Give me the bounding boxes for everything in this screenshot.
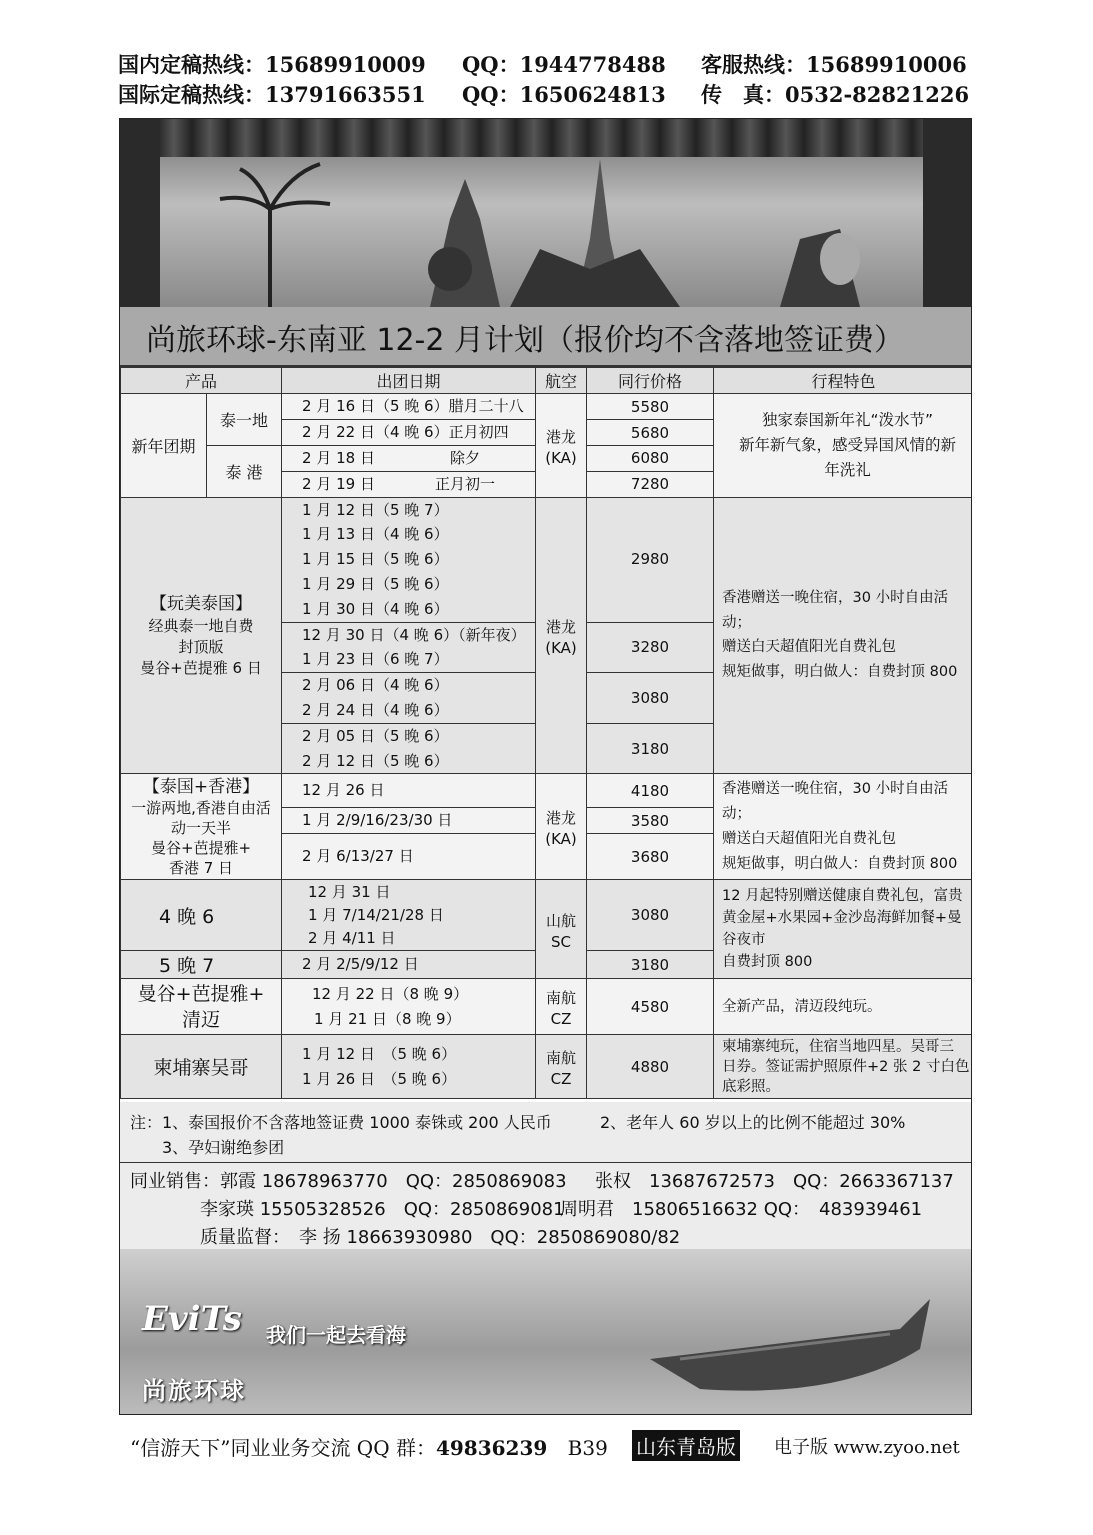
note-1: 注：1、泰国报价不含落地签证费 1000 泰铢或 200 人民币 (130, 1113, 552, 1132)
page-title: 尚旅环球-东南亚 12-2 月计划（报价均不含落地签证费） (146, 323, 904, 358)
note-3: 3、孕妇谢绝参团 (162, 1138, 285, 1157)
domestic-hotline: 国内定稿热线：15689910009 (118, 52, 426, 77)
airline-cell: 南航 CZ (536, 1035, 587, 1099)
table-row (121, 1035, 973, 1099)
sub-product: 泰 港 (207, 446, 282, 498)
footer-line (130, 1432, 608, 1461)
date-cell: 2 月 22 日（4 晚 6）正月初四 (282, 420, 536, 446)
price-cell: 3680 (587, 834, 714, 880)
price-cell: 5580 (587, 394, 714, 420)
date-cell: 2 月 2/5/9/12 日 (282, 951, 536, 979)
edition-badge: 山东青岛版 (632, 1430, 740, 1461)
airline-cell: 港龙 (KA) (536, 497, 587, 774)
price-cell: 4880 (587, 1035, 714, 1099)
longtail-boat-illustration (640, 1289, 940, 1409)
price-cell: 3180 (587, 723, 714, 774)
company-logo (134, 1289, 264, 1409)
hotline-row-intl (118, 80, 978, 110)
product-cell: 【玩美泰国】 经典泰一地自费 封顶版 曼谷+芭提雅 6 日 (121, 497, 282, 774)
date-cell: 1 月 2/9/16/23/30 日 (282, 808, 536, 834)
logo-mark: EviTs (142, 1299, 242, 1339)
itinerary-table (120, 367, 972, 1099)
price-cell: 4580 (587, 979, 714, 1035)
col-airline: 航空 (536, 368, 587, 394)
feature-cell: 全新产品，清迈段纯玩。 (714, 979, 972, 1035)
slogan: 我们一起去看海 (266, 1323, 406, 1347)
sales-contact-3: 李家瑛 15505328526 QQ：2850869081 (200, 1199, 565, 1220)
qq-group: 49836239 (435, 1436, 548, 1460)
contacts (120, 1163, 972, 1249)
fax: 传 真：0532-82821226 (701, 82, 970, 107)
table-header (121, 368, 973, 394)
sea-banner-image (120, 1249, 972, 1415)
airline-cell: 港龙 (KA) (536, 774, 587, 880)
sales-contact-2: 张权 13687672573 QQ：2663367137 (595, 1171, 954, 1192)
table-row (121, 497, 973, 622)
date-cell: 12 月 30 日（4 晚 6）（新年夜） 1 月 23 日（6 晚 7） (282, 622, 536, 673)
price-cell: 3280 (587, 622, 714, 673)
page-number: B39 (567, 1436, 608, 1460)
date-cell: 2 月 16 日（5 晚 6）腊月二十八 (282, 394, 536, 420)
price-cell: 3580 (587, 808, 714, 834)
date-cell: 2 月 05 日（5 晚 6） 2 月 12 日（5 晚 6） (282, 723, 536, 774)
service-hotline: 客服热线：15689910006 (701, 52, 967, 77)
sales-contact-1: 同业销售：郭霞 18678963770 QQ：2850869083 (130, 1171, 567, 1192)
price-cell: 6080 (587, 446, 714, 472)
price-cell: 3080 (587, 673, 714, 724)
col-feature: 行程特色 (714, 368, 972, 394)
sales-contact-4: 周明君 15806516632 QQ： 483939461 (560, 1199, 923, 1220)
intl-qq: QQ：1650624813 (462, 82, 666, 107)
date-cell: 1 月 12 日 （5 晚 6） 1 月 26 日 （5 晚 6） (282, 1035, 536, 1099)
temple-illustration (120, 119, 972, 307)
date-cell: 2 月 18 日 除夕 (282, 446, 536, 472)
feature-cell: 柬埔寨纯玩，住宿当地四星。吴哥三 日券。签证需护照原件+2 张 2 寸白色 底彩照。 (714, 1035, 972, 1099)
price-cell: 3080 (587, 880, 714, 951)
title-bar (120, 307, 972, 367)
price-cell: 2980 (587, 497, 714, 622)
date-cell: 2 月 06 日（4 晚 6） 2 月 24 日（4 晚 6） (282, 673, 536, 724)
product-cell: 曼谷+芭提雅+ 清迈 (121, 979, 282, 1035)
price-cell: 7280 (587, 471, 714, 497)
price-cell: 3180 (587, 951, 714, 979)
table-row (121, 394, 973, 420)
feature-cell: 香港赠送一晚住宿，30 小时自由活 动； 赠送白天超值阳光自费礼包 规矩做事，明白做人：自费封顶 800 (714, 497, 972, 774)
date-cell: 2 月 19 日 正月初一 (282, 471, 536, 497)
logo-name: 尚旅环球 (142, 1377, 246, 1405)
table-row (121, 774, 973, 808)
feature-cell: 独家泰国新年礼“泼水节” 新年新气象，感受异国风情的新 年洗礼 (714, 394, 972, 498)
sub-product: 泰一地 (207, 394, 282, 446)
airline-cell: 南航 CZ (536, 979, 587, 1035)
col-dates: 出团日期 (282, 368, 536, 394)
domestic-qq: QQ：1944778488 (462, 52, 666, 77)
hotline-row-domestic (118, 50, 978, 80)
table-row (121, 880, 973, 951)
footer-quote: “信游天下”同业业务交流 QQ 群： (130, 1436, 436, 1460)
feature-cell: 12 月起特别赠送健康自费礼包，富贵 黄金屋+水果园+金沙岛海鲜加餐+曼 谷夜市 自费封顶 800 (714, 880, 972, 979)
quality-contact: 质量监督： 李 扬 18663930980 QQ：2850869080/82 (200, 1227, 681, 1248)
thailand-banner-image (120, 119, 972, 307)
notes (120, 1102, 972, 1163)
col-price: 同行价格 (587, 368, 714, 394)
price-cell: 4180 (587, 774, 714, 808)
col-product: 产品 (121, 368, 282, 394)
product-cell: 【泰国+香港】 一游两地,香港自由活 动一天半 曼谷+芭提雅+ 香港 7 日 (121, 774, 282, 880)
table-row (121, 979, 973, 1035)
price-cell: 5680 (587, 420, 714, 446)
ad-frame (119, 118, 972, 1415)
note-2: 2、老年人 60 岁以上的比例不能超过 30% (600, 1113, 906, 1132)
product-cell: 5 晚 7 (121, 951, 282, 979)
feature-cell: 香港赠送一晚住宿，30 小时自由活 动； 赠送白天超值阳光自费礼包 规矩做事，明白做人：自费封顶 800 (714, 774, 972, 880)
website: 电子版 www.zyoo.net (774, 1437, 960, 1458)
product-cell: 柬埔寨吴哥 (121, 1035, 282, 1099)
date-cell: 2 月 6/13/27 日 (282, 834, 536, 880)
airline-cell: 港龙 (KA) (536, 394, 587, 498)
product-cell: 新年团期 (121, 394, 207, 498)
date-cell: 12 月 22 日（8 晚 9） 1 月 21 日（8 晚 9） (282, 979, 536, 1035)
product-cell: 4 晚 6 (121, 880, 282, 951)
date-cell: 12 月 26 日 (282, 774, 536, 808)
date-cell: 1 月 12 日（5 晚 7） 1 月 13 日（4 晚 6） 1 月 15 日（5 晚 6） 1 月 29 日（5 晚 6） 1 月 30 日（4 晚 6） (282, 497, 536, 622)
airline-cell: 山航 SC (536, 880, 587, 979)
date-cell: 12 月 31 日 1 月 7/14/21/28 日 2 月 4/11 日 (282, 880, 536, 951)
intl-hotline: 国际定稿热线：13791663551 (118, 82, 426, 107)
hotlines (118, 50, 978, 110)
